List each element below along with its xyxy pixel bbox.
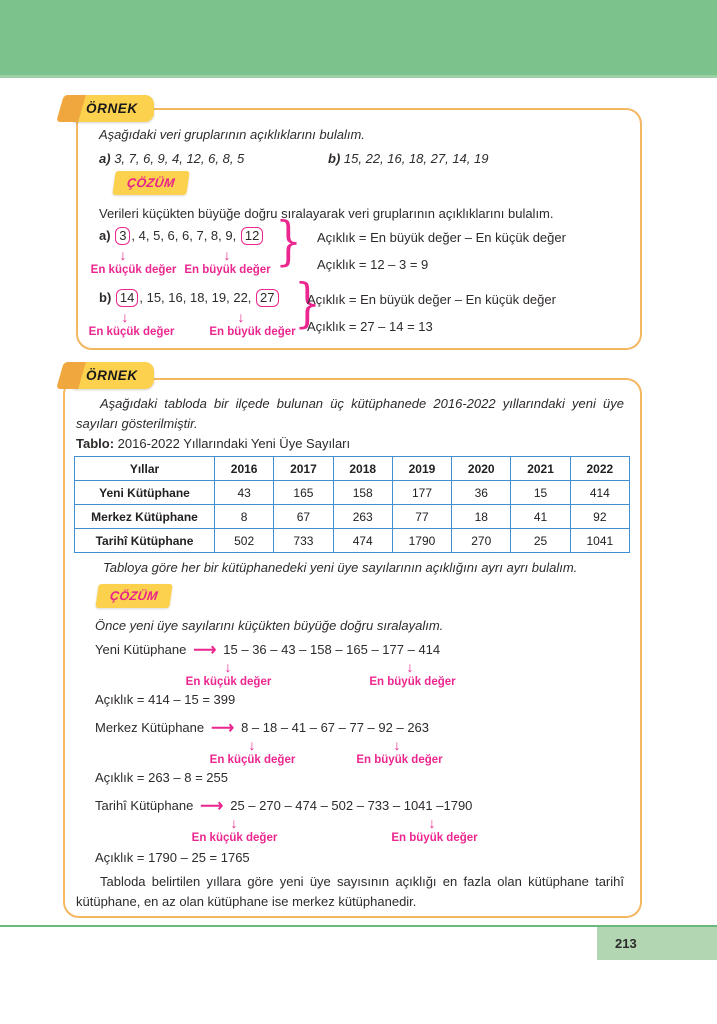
- series-sequence: 25 – 270 – 474 – 502 – 733 – 1041 –1790: [230, 798, 473, 813]
- table-header-cell: 2022: [570, 457, 629, 481]
- table-cell: 1790: [392, 529, 451, 553]
- example1-item-b: [328, 151, 488, 166]
- table-cell: 158: [333, 481, 392, 505]
- right-arrow-icon: ⟶: [211, 720, 235, 737]
- table-cell: 25: [511, 529, 570, 553]
- table-header-cell: Yıllar: [75, 457, 215, 481]
- series-name: Merkez Kütüphane: [95, 720, 205, 735]
- series-name: Yeni Kütüphane: [95, 642, 187, 657]
- down-arrow-icon: ↓: [223, 247, 231, 263]
- header-band: [0, 0, 717, 78]
- right-arrow-icon: ⟶: [193, 642, 217, 659]
- series-merkez-kutuphane: [95, 718, 640, 770]
- table-cell: 77: [392, 505, 451, 529]
- item-b-label: b): [328, 151, 341, 166]
- series-tarihi-kutuphane: [95, 796, 640, 848]
- table-cell: 67: [274, 505, 333, 529]
- series-row: [95, 640, 640, 660]
- table-header-cell: 2017: [274, 457, 333, 481]
- example1-ornek-label: ÖRNEK: [72, 95, 154, 122]
- solution-a-max-label: En büyük değer: [184, 264, 271, 276]
- example2-conclusion: Tabloda belirtilen yıllara göre yeni üye sayısının açıklığı en fazla olan kütüphane tarihî kütüphane, en az olan kütüphane ise merkez kütüphanedir.: [76, 874, 624, 909]
- table-header-cell: 2020: [452, 457, 511, 481]
- table-cell: 8: [215, 505, 274, 529]
- series-max-label: En büyük değer: [356, 754, 443, 766]
- example2-cozum-label: ÇÖZÜM: [95, 584, 172, 608]
- item-a-values: 3, 7, 6, 9, 4, 12, 6, 8, 5: [114, 151, 245, 166]
- table-cell: 36: [452, 481, 511, 505]
- table-header-row: [75, 457, 630, 481]
- table-cell: 1041: [570, 529, 629, 553]
- table-row: [75, 481, 630, 505]
- solution-b-result: Açıklık = 27 – 14 = 13: [307, 319, 433, 334]
- example2-solution-intro: Önce yeni üye sayılarını küçükten büyüğe doğru sıralayalım.: [95, 618, 444, 633]
- solution-b-max-box: 27: [256, 289, 278, 307]
- table-cell: 474: [333, 529, 392, 553]
- example1-box: [76, 108, 642, 350]
- table-header-cell: 2021: [511, 457, 570, 481]
- series-row: [95, 718, 640, 738]
- table-cell: 43: [215, 481, 274, 505]
- item-a-label: a): [99, 151, 111, 166]
- table-header-cell: 2018: [333, 457, 392, 481]
- series-min-label: En küçük değer: [209, 754, 296, 766]
- table-caption-text: 2016-2022 Yıllarındaki Yeni Üye Sayıları: [114, 436, 351, 451]
- solution-b-formula: Açıklık = En büyük değer – En küçük değer: [307, 292, 556, 307]
- table-cell: 270: [452, 529, 511, 553]
- solution-a-middle: , 4, 5, 6, 6, 7, 8, 9,: [131, 228, 237, 243]
- example1-solution-intro: Verileri küçükten büyüğe doğru sıralayarak veri gruplarının açıklıklarını bulalım.: [99, 206, 554, 221]
- down-arrow-icon: ↓: [224, 659, 232, 675]
- series-row: [95, 796, 640, 816]
- series-sequence: 8 – 18 – 41 – 67 – 77 – 92 – 263: [241, 720, 430, 735]
- solution-b-min-label: En küçük değer: [88, 326, 175, 338]
- solution-b-middle: , 15, 16, 18, 19, 22,: [139, 290, 252, 305]
- page-number: 213: [615, 936, 637, 951]
- down-arrow-icon: ↓: [248, 737, 256, 753]
- example1-cozum-label: ÇÖZÜM: [112, 171, 189, 195]
- table-header-cell: 2016: [215, 457, 274, 481]
- table-cell: 15: [511, 481, 570, 505]
- example2-intro: Aşağıdaki tabloda bir ilçede bulunan üç kütüphanede 2016-2022 yıllarındaki yeni üye sayıları gösterilmiştir.: [76, 396, 624, 431]
- series-tarihi-result: Açıklık = 1790 – 25 = 1765: [95, 850, 250, 865]
- table-cell: 18: [452, 505, 511, 529]
- down-arrow-icon: ↓: [121, 309, 129, 325]
- down-arrow-icon: ↓: [119, 247, 127, 263]
- solution-a-max-box: 12: [241, 227, 263, 245]
- solution-a-min-box: 3: [115, 227, 130, 245]
- table-row: [75, 505, 630, 529]
- down-arrow-icon: ↓: [428, 815, 436, 831]
- series-min-label: En küçük değer: [185, 676, 272, 688]
- down-arrow-icon: ↓: [406, 659, 414, 675]
- down-arrow-icon: ↓: [393, 737, 401, 753]
- brace-icon: }: [275, 212, 302, 272]
- table-cell: 502: [215, 529, 274, 553]
- example2-ornek-ribbon: [60, 362, 154, 389]
- down-arrow-icon: ↓: [230, 815, 238, 831]
- series-min-label: En küçük değer: [191, 832, 278, 844]
- membership-table: [74, 456, 630, 553]
- series-name: Tarihî Kütüphane: [95, 798, 194, 813]
- table-row-label: Merkez Kütüphane: [75, 505, 215, 529]
- series-yeni-result: Açıklık = 414 – 15 = 399: [95, 692, 236, 707]
- solution-b-sequence: [99, 289, 280, 307]
- example2-ornek-label: ÖRNEK: [72, 362, 154, 389]
- table-cell: 263: [333, 505, 392, 529]
- membership-table-wrap: [74, 456, 630, 553]
- down-arrow-icon: ↓: [237, 309, 245, 325]
- table-cell: 92: [570, 505, 629, 529]
- table-cell: 165: [274, 481, 333, 505]
- solution-b-label: b): [99, 290, 112, 305]
- series-sequence: 15 – 36 – 43 – 158 – 165 – 177 – 414: [223, 642, 441, 657]
- series-merkez-result: Açıklık = 263 – 8 = 255: [95, 770, 228, 785]
- solution-b-min-box: 14: [116, 289, 138, 307]
- series-max-label: En büyük değer: [391, 832, 478, 844]
- table-cell: 733: [274, 529, 333, 553]
- table-row-label: Yeni Kütüphane: [75, 481, 215, 505]
- example1-item-a: [99, 151, 244, 166]
- table-caption: [76, 436, 350, 451]
- table-cell: 41: [511, 505, 570, 529]
- table-cell: 414: [570, 481, 629, 505]
- solution-a-label: a): [99, 228, 111, 243]
- series-yeni-kutuphane: [95, 640, 640, 692]
- table-row-label: Tarihî Kütüphane: [75, 529, 215, 553]
- example2-box: [63, 378, 642, 918]
- right-arrow-icon: ⟶: [200, 798, 224, 815]
- solution-a-sequence: [99, 227, 264, 245]
- solution-a-formula: Açıklık = En büyük değer – En küçük değer: [317, 230, 566, 245]
- solution-a-result: Açıklık = 12 – 3 = 9: [317, 257, 429, 272]
- brace-icon: }: [294, 274, 321, 334]
- example2-prompt: Tabloya göre her bir kütüphanedeki yeni üye sayılarının açıklığını ayrı ayrı bulalım.: [103, 560, 578, 575]
- table-row: [75, 529, 630, 553]
- page-number-box: [597, 927, 717, 960]
- table-header-cell: 2019: [392, 457, 451, 481]
- item-b-values: 15, 22, 16, 18, 27, 14, 19: [343, 151, 489, 166]
- example1-ornek-ribbon: [60, 95, 154, 122]
- example1-intro: Aşağıdaki veri gruplarının açıklıklarını bulalım.: [99, 127, 365, 142]
- series-max-label: En büyük değer: [369, 676, 456, 688]
- solution-a-min-label: En küçük değer: [90, 264, 177, 276]
- table-caption-label: Tablo:: [76, 436, 115, 451]
- solution-b-max-label: En büyük değer: [209, 326, 296, 338]
- table-cell: 177: [392, 481, 451, 505]
